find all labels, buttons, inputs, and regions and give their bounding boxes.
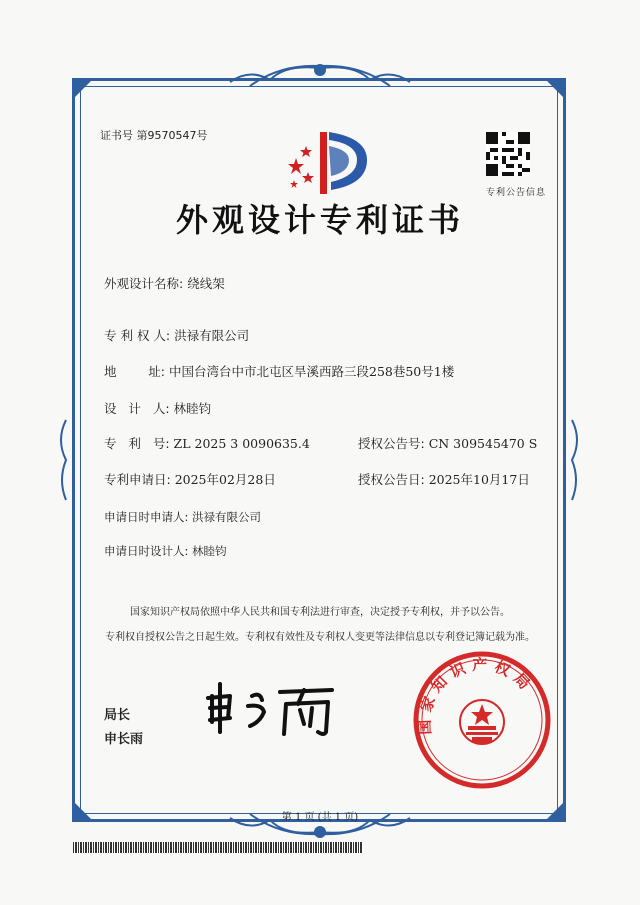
designer-label: 设 计 人: (104, 401, 170, 416)
designer-row (104, 399, 211, 417)
patent-number-value: ZL 2025 3 0090635.4 (173, 436, 310, 451)
filing-date-label: 专利申请日: (104, 472, 171, 487)
svg-text:国家知识产权局: 国家知识产权局 (415, 655, 538, 735)
address-label: 地 址: (104, 364, 165, 379)
design-name-value: 绕线架 (187, 276, 225, 291)
qr-code-icon[interactable] (486, 132, 530, 176)
filing-date-row (104, 470, 276, 488)
grant-pub-number-row (358, 434, 537, 452)
grant-date-label: 授权公告日: (358, 472, 425, 487)
grant-date-value: 2025年10月17日 (428, 472, 530, 487)
applicant-at-filing-value: 洪禄有限公司 (192, 510, 262, 524)
designer-at-filing-row (104, 543, 227, 559)
grant-pub-number-value: CN 309545470 S (428, 436, 538, 451)
cnipa-logo-icon (282, 128, 372, 198)
designer-at-filing-value: 林睦钧 (192, 544, 227, 558)
applicant-at-filing-label: 申请日时申请人: (104, 510, 189, 524)
notice-line-1: 国家知识产权局依照中华人民共和国专利法进行审查，决定授予专利权，并予以公告。 (130, 607, 510, 618)
certificate-number: 证书号 第9570547号 (100, 129, 208, 142)
applicant-at-filing-row (104, 509, 261, 525)
patent-number-label: 专 利 号: (104, 436, 170, 451)
page-footer: 第 1 页 (共 1 页) (281, 812, 359, 823)
certificate-title: 外观设计专利证书 (175, 201, 464, 239)
filing-date-value: 2025年02月28日 (174, 472, 276, 487)
qr-label: 专利公告信息 (486, 188, 547, 198)
designer-value: 林睦钧 (173, 401, 212, 416)
design-name-label: 外观设计名称: (104, 276, 184, 291)
grant-date-row (358, 470, 530, 488)
signature-role: 局长 (104, 708, 131, 723)
barcode-strip (73, 842, 363, 853)
address-row (104, 362, 454, 380)
patentee-value: 洪禄有限公司 (174, 328, 250, 343)
design-name-row (104, 274, 225, 292)
handwritten-signature (200, 678, 340, 738)
signature-name: 申长雨 (104, 732, 144, 747)
designer-at-filing-label: 申请日时设计人: (104, 544, 189, 558)
patent-number-row (104, 434, 310, 452)
official-seal (412, 650, 552, 790)
patentee-row (104, 326, 249, 344)
patentee-label: 专 利 权 人: (104, 328, 171, 343)
address-value: 中国台湾台中市北屯区旱溪西路三段258巷50号1楼 (168, 364, 455, 379)
notice-line-2: 专利权自授权公告之日起生效。专利权有效性及专利权人变更等法律信息以专利登记簿记载为准。 (105, 632, 535, 643)
grant-pub-number-label: 授权公告号: (358, 436, 425, 451)
